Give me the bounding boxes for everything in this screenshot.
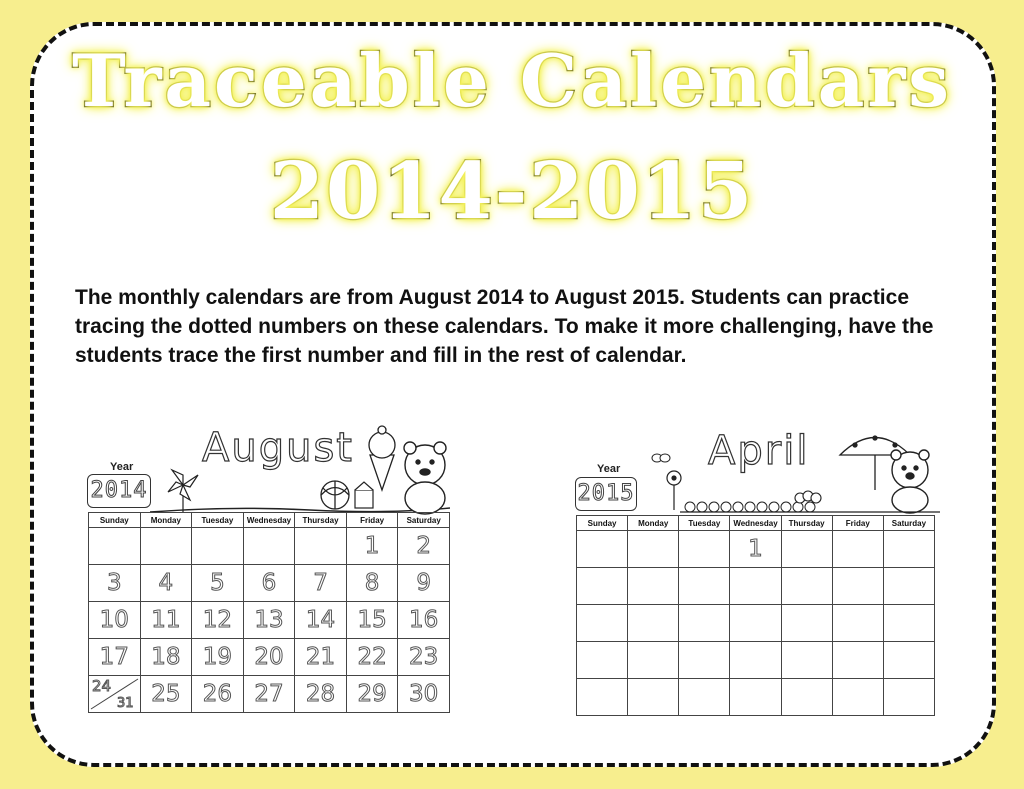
day-cell (730, 568, 781, 605)
day-cell: 23 (398, 639, 450, 676)
day-cell (679, 642, 730, 679)
weekday-header: Thursday (295, 513, 347, 528)
butterfly-icon (652, 454, 670, 462)
weekday-header: Friday (346, 513, 398, 528)
day-cell: 26 (192, 676, 244, 713)
day-cell: 5 (192, 565, 244, 602)
day-cell (140, 528, 192, 565)
day-cell (883, 568, 934, 605)
day-cell (577, 531, 628, 568)
month-name: August (202, 425, 354, 471)
day-cell: 15 (346, 602, 398, 639)
day-cell: 14 (295, 602, 347, 639)
day-cell: 11 (140, 602, 192, 639)
day-cell: 4 (140, 565, 192, 602)
day-cell (730, 679, 781, 716)
day-cell (577, 642, 628, 679)
calendar-grid (88, 512, 450, 713)
day-cell (192, 528, 244, 565)
day-cell (832, 531, 883, 568)
calendar-week-row (89, 602, 450, 639)
day-cell: 21 (295, 639, 347, 676)
spring-illustration (640, 420, 940, 515)
day-cell (883, 679, 934, 716)
day-cell (730, 605, 781, 642)
caterpillar-icon (795, 491, 821, 503)
calendar-week-row (577, 531, 935, 568)
day-cell (781, 531, 832, 568)
calendar-week-row (89, 676, 450, 713)
year-value: 2015 (575, 477, 637, 511)
day-cell: 16 (398, 602, 450, 639)
flower-row-icon (685, 502, 815, 512)
weekday-header: Monday (140, 513, 192, 528)
calendar-week-row (89, 639, 450, 676)
day-cell (832, 605, 883, 642)
day-cell (295, 528, 347, 565)
day-cell (243, 528, 295, 565)
calendar-week-row (577, 642, 935, 679)
day-cell (628, 605, 679, 642)
page-title: Traceable Calendars (72, 38, 952, 123)
description-text: The monthly calendars are from August 2014 to August 2015. Students can practice tracing the dotted numbers on these calendars. To make it more challenging, have the students trace the first number and fill in the rest of calendar. (75, 286, 934, 367)
day-cell: 1 (730, 531, 781, 568)
day-cell: 17 (89, 639, 141, 676)
day-cell: 8 (346, 565, 398, 602)
day-cell (781, 679, 832, 716)
day-cell: 18 (140, 639, 192, 676)
day-cell: 27 (243, 676, 295, 713)
day-cell: 28 (295, 676, 347, 713)
weekday-header: Saturday (398, 513, 450, 528)
summer-illustration (150, 420, 450, 515)
day-cell: 22 (346, 639, 398, 676)
day-cell (679, 568, 730, 605)
weekday-header: Friday (832, 516, 883, 531)
day-cell: 13 (243, 602, 295, 639)
day-cell: 1 (346, 528, 398, 565)
day-cell: 7 (295, 565, 347, 602)
weekday-header: Sunday (89, 513, 141, 528)
day-cell (679, 605, 730, 642)
split-day-top: 24 (92, 677, 112, 695)
weekday-header: Tuesday (192, 513, 244, 528)
day-cell (883, 531, 934, 568)
beach-ball-icon (321, 481, 349, 509)
calendar-week-row (577, 568, 935, 605)
day-cell: 12 (192, 602, 244, 639)
day-cell: 25 (140, 676, 192, 713)
day-cell (730, 642, 781, 679)
weekday-header: Tuesday (679, 516, 730, 531)
day-cell (781, 642, 832, 679)
day-cell (679, 679, 730, 716)
day-cell: 6 (243, 565, 295, 602)
weekday-header: Thursday (781, 516, 832, 531)
weekday-header: Monday (628, 516, 679, 531)
day-cell (628, 568, 679, 605)
weekday-header: Wednesday (243, 513, 295, 528)
day-cell: 20 (243, 639, 295, 676)
calendar-week-row (577, 679, 935, 716)
month-name: April (708, 428, 810, 474)
ice-cream-icon (369, 426, 395, 490)
flower-icon (667, 471, 681, 510)
day-cell: 29 (346, 676, 398, 713)
day-cell (89, 676, 141, 713)
day-cell (832, 679, 883, 716)
calendar-grid (576, 515, 935, 716)
day-cell (883, 642, 934, 679)
day-cell (832, 568, 883, 605)
weekday-header: Saturday (883, 516, 934, 531)
day-cell (679, 531, 730, 568)
day-cell (628, 642, 679, 679)
sandcastle-icon (355, 482, 373, 508)
day-cell (781, 605, 832, 642)
split-day-bottom: 31 (117, 696, 134, 711)
bear-icon (404, 442, 446, 514)
bear-icon (891, 450, 929, 513)
pinwheel-icon (168, 470, 198, 512)
year-label: Year (110, 461, 134, 473)
day-cell: 30 (398, 676, 450, 713)
day-cell (832, 642, 883, 679)
calendar-week-row (89, 565, 450, 602)
year-value: 2014 (87, 474, 151, 508)
day-cell (577, 605, 628, 642)
day-cell (781, 568, 832, 605)
year-label: Year (597, 463, 621, 475)
day-cell (628, 531, 679, 568)
weekday-header: Wednesday (730, 516, 781, 531)
day-cell (628, 679, 679, 716)
day-cell: 19 (192, 639, 244, 676)
day-cell: 2 (398, 528, 450, 565)
day-cell: 9 (398, 565, 450, 602)
day-cell (89, 528, 141, 565)
page-subtitle-years: 2014-2015 (269, 146, 755, 237)
day-cell (577, 568, 628, 605)
calendar-week-row (577, 605, 935, 642)
day-cell: 10 (89, 602, 141, 639)
day-cell: 3 (89, 565, 141, 602)
weekday-header: Sunday (577, 516, 628, 531)
calendar-week-row (89, 528, 450, 565)
day-cell (577, 679, 628, 716)
day-cell (883, 605, 934, 642)
